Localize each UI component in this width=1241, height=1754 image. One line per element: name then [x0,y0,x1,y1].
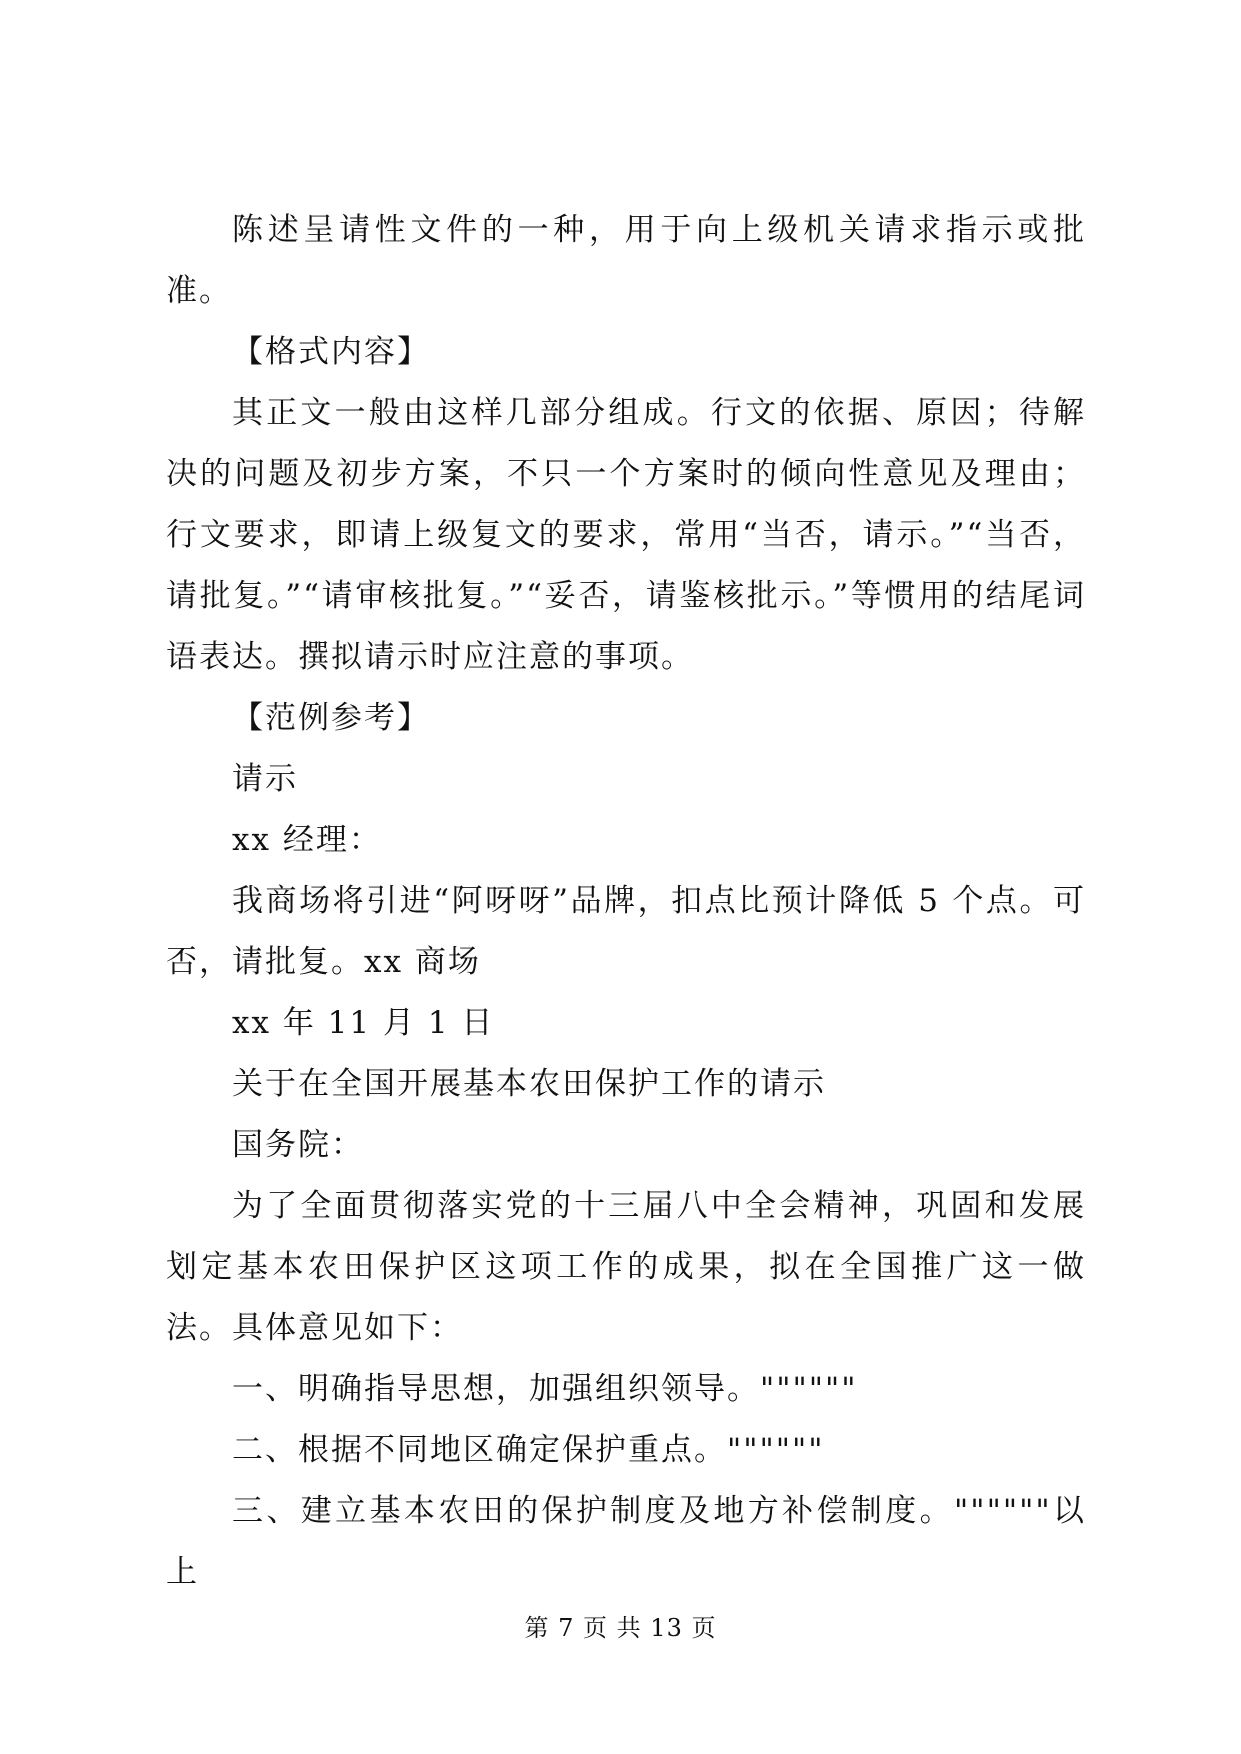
paragraph: 为了全面贯彻落实党的十三届八中全会精神，巩固和发展划定基本农田保护区这项工作的成果，拟在全国推广这一做法。具体意见如下： [166,1188,1086,1346]
page-number-footer: 第 7 页 共 13 页 [524,1614,717,1642]
list-item: 三、建立基本农田的保护制度及地方补偿制度。""""""以上 [166,1493,1086,1590]
paragraph: 陈述呈请性文件的一种，用于向上级机关请求指示或批准。 [166,212,1086,309]
example-title: 请示 [232,761,298,797]
salutation: xx 经理： [232,822,382,858]
paragraph: 其正文一般由这样几部分组成。行文的依据、原因；待解决的问题及初步方案，不只一个方案时的倾向性意见及理由；行文要求，即请上级复文的要求，常用“当否，请示。”“当否，请批复。”“请审核批复。”“妥否，请鉴核批示。”等惯用的结尾词语表达。撰拟请示时应注意的事项。 [166,395,1086,675]
example-title: 关于在全国开展基本农田保护工作的请示 [232,1066,826,1102]
section-heading-format: 【格式内容】 [232,334,430,370]
list-item: 二、根据不同地区确定保护重点。"""""" [232,1432,825,1468]
paragraph: 我商场将引进“阿呀呀”品牌，扣点比预计降低 5 个点。可否，请批复。xx 商场 [166,883,1086,980]
document-body [166,200,1086,1603]
date-line: xx 年 11 月 1 日 [232,1005,495,1041]
list-item: 一、明确指导思想，加强组织领导。"""""" [232,1371,858,1407]
salutation: 国务院： [232,1127,364,1163]
section-heading-example: 【范例参考】 [232,700,430,736]
